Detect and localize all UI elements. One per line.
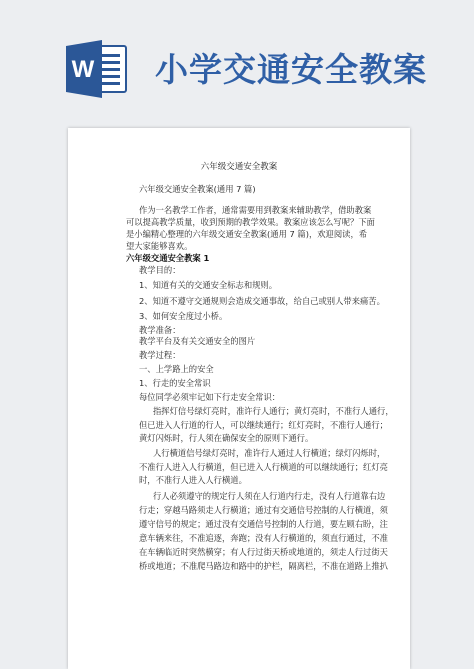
header-banner: [0, 0, 474, 112]
word-document-icon: [66, 40, 128, 98]
paragraph-line: 黄灯闪烁时，行人须在确保安全的原则下通行。: [139, 433, 314, 443]
paragraph-line: 遵守信号的规定；通过没有交通信号控制的人行道，要左顾右盼，注: [139, 519, 388, 529]
paragraph-line: 但已进入人行道的行人，可以继续通行；红灯亮时，不准行人通行；: [139, 420, 388, 430]
paragraph-line: 可以提高教学质量，收到预期的教学效果。教案应该怎么写呢？下面: [126, 217, 375, 227]
paragraph-line: 时，不准行人进入人行横道。: [139, 475, 247, 485]
paragraph-line: 不准行人进入人行横道，但已进入人行横道的可以继续通行；红灯亮: [139, 462, 388, 472]
paragraph-line: 桥或地道；不准爬马路边和路中的护栏，隔离栏，不准在道路上推扒: [139, 561, 388, 571]
paragraph-line: 行人必须遵守的规定行人须在人行道内行走，没有人行道靠右边: [153, 491, 386, 501]
paragraph-line: 六年级交通安全教案(通用 7 篇): [139, 184, 256, 194]
document-page: [68, 128, 410, 669]
paragraph-line: 意车辆来往，不准追逐，奔跑；没有人行横道的，须直行通过，不准: [139, 533, 388, 543]
paragraph-line: 教学目的：: [139, 265, 181, 275]
paragraph-line: 望大家能够喜欢。: [126, 241, 193, 251]
paragraph-line: 指挥灯信号绿灯亮时，准许行人通行；黄灯亮时，不准行人通行，: [153, 406, 394, 416]
paragraph-line: 是小编精心整理的六年级交通安全教案(通用 7 篇)，欢迎阅读，希: [126, 229, 368, 239]
logo-letter: W: [71, 56, 95, 83]
paragraph-line: 行走；穿越马路须走人行横道；通过有交通信号控制的人行横道，须: [139, 505, 388, 515]
paragraph-line: 一、上学路上的安全: [139, 364, 214, 374]
paragraph-line: 在车辆临近时突然横穿；有人行过街天桥或地道的，须走人行过街天: [139, 547, 388, 557]
paragraph-line: 教学准备：: [139, 325, 181, 335]
page-title: 小学交通安全教案: [155, 50, 427, 89]
document-title: 六年级交通安全教案: [200, 162, 278, 172]
paragraph-line: 1、知道有关的交通安全标志和规则。: [139, 280, 278, 290]
paragraph-line: 教学平台及有关交通安全的图片: [139, 336, 256, 346]
paragraph-line: 2、知道不遵守交通规则会造成交通事故，给自己或别人带来痛苦。: [139, 296, 385, 306]
paragraph-line: 每位同学必须牢记如下行走安全常识：: [139, 392, 281, 402]
paragraph-line: 人行横道信号绿灯亮时，准许行人通过人行横道；绿灯闪烁时，: [153, 448, 386, 458]
paragraph-line: 3、如何安全度过小桥。: [139, 311, 228, 321]
paragraph-line: 教学过程：: [139, 350, 181, 360]
section-heading: 六年级交通安全教案 1: [126, 253, 210, 263]
paragraph-line: 作为一名教学工作者，通常需要用到教案来辅助教学，借助教案: [139, 205, 372, 215]
paragraph-line: 1、行走的安全常识: [139, 378, 211, 388]
